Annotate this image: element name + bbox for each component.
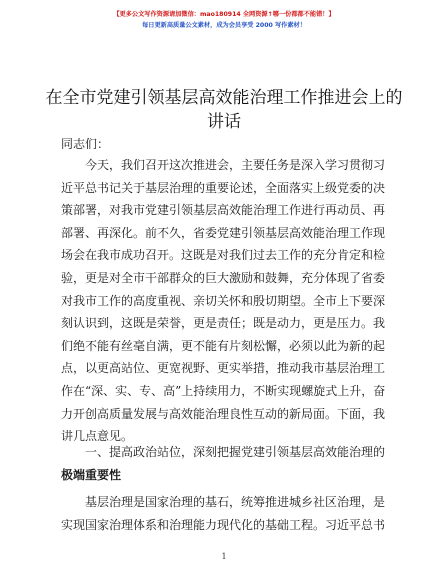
- paragraph-intro: 今天，我们召开这次推进会，主要任务是深入学习贯彻习近平总书记关于基层治理的重要论述，全面落实上级党委的决策部署，对我市党建引领基层高效能治理工作进行再动员、再部署、再深化。前不久，省委党建引领基层高效能治理工作现场会在我市成功召开。这既是对我们过去工作的充分肯定和检验，更是对全市干部群众的巨大激励和鼓舞，充分体现了省委对我市工作的高度重视、亲切关怀和殷切期望。全市上下要深刻认识到，这既是荣誉，更是责任；既是动力，更是压力。我们绝不能有丝毫自满，更不能有片刻松懈，必须以此为新的起点，以更高站位、更宽视野、更实举措，推动我市基层治理工作在“深、实、专、高”上持续用力，不断实现螺旋式上升，奋力开创高质量发展与高效能治理良性互动的新局面。下面，我讲几点意见。: [61, 158, 386, 444]
- section-heading-1-tail: 极端重要性: [61, 467, 122, 482]
- section-heading-1-lead: 一、提高政治站位，深刻把握党建引领基层高效能治理的: [85, 445, 386, 459]
- salutation: 同志们：: [61, 137, 110, 151]
- paragraph-section-1: 基层治理是国家治理的基石，统筹推进城乡社区治理，是实现国家治理体系和治理能力现代化的基础工程。习近平总书: [61, 495, 386, 532]
- document-title: 在全市党建引领基层高效能治理工作推进会上的讲话: [45, 88, 403, 132]
- promo-banner-line-1: 【更多公文写作资源请加微信：mao180914 全网资源↑哪一份都都不能错！】: [113, 11, 335, 18]
- section-heading-1: [61, 441, 387, 486]
- promo-banner-line-2: 每日更新高质量公文素材，成为会员享受 2000 写作素材！: [142, 22, 306, 29]
- page-number: 1: [221, 552, 227, 561]
